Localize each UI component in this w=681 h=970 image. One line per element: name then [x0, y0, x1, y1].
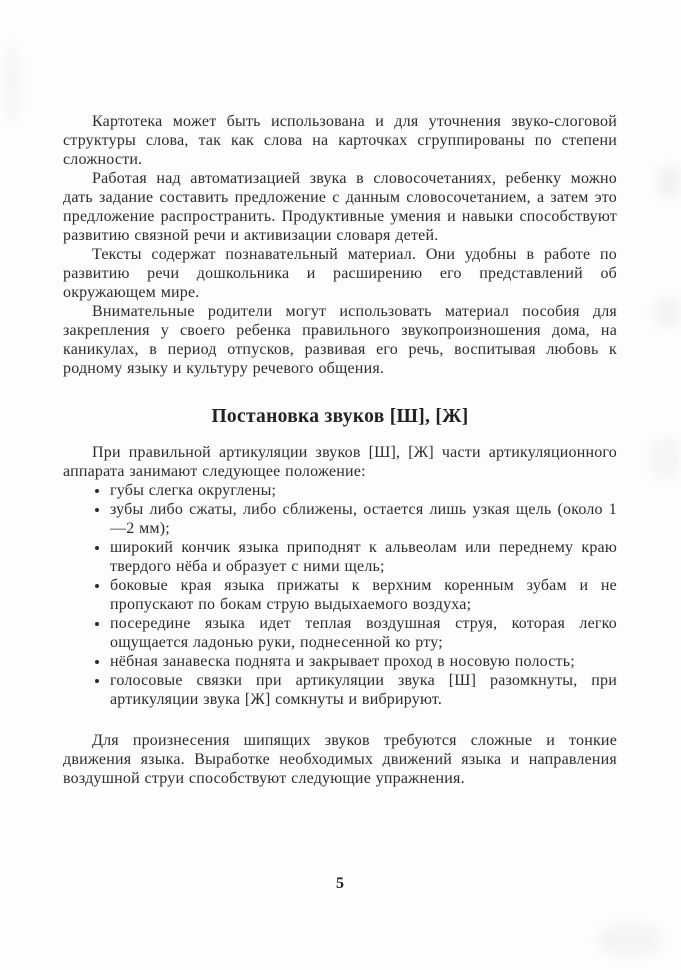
articulation-list	[63, 481, 617, 709]
list-item-teeth: • зубы либо сжаты, либо сближены, остается лишь узкая щель (около 1—2 мм);	[110, 500, 617, 538]
list-item-velum: • нёбная занавеска поднята и закрывает проход в носовую полость;	[110, 652, 617, 671]
list-item-vocal-cords: • голосовые связки при артикуляции звука [Ш] разомкнуты, при артикуляции звука [Ж] сомкнуты и вибрируют.	[110, 671, 617, 709]
list-item-tongue-tip: • широкий кончик языка приподнят к альвеолам или переднему краю твердого нёба и образует с ними щель;	[110, 538, 617, 576]
section-title: Постановка звуков [Ш], [Ж]	[211, 406, 469, 427]
intro-paragraph-1: Картотека может быть использована и для уточнения звуко-слоговой структуры слова, так как слова на карточках сгруппированы по степени сложности.	[63, 113, 617, 168]
page-number: 5	[336, 875, 344, 892]
section-lead-paragraph: При правильной артикуляции звуков [Ш], [Ж] части артикуляционного аппарата занимают следующее положение:	[63, 444, 617, 480]
list-item-tongue-sides: • боковые края языка прижаты к верхним коренным зубам и не пропускают по бокам струю выдыхаемого воздуха;	[110, 576, 617, 614]
scan-artifact	[654, 298, 681, 328]
intro-paragraph-2: Работая над автоматизацией звука в словосочетаниях, ребенку можно дать задание составить предложение с данным словосочетанием, а затем это предложение распространить. Продуктивные умения и навыки способствуют развитию связной речи и активизации словаря детей.	[63, 170, 617, 244]
closing-paragraph: Для произнесения шипящих звуков требуются сложные и тонкие движения языка. Выработке необходимых движений языка и направления воздушной струи способствуют следующие упражнения.	[63, 732, 617, 787]
list-item-lips: • губы слегка округлены;	[110, 481, 617, 500]
scan-artifact	[657, 166, 681, 198]
intro-paragraph-4: Внимательные родители могут использовать материал пособия для закрепления у своего ребенка правильного звукопроизношения дома, на каникулах, в период отпусков, развивая его речь, воспитывая любовь к родному языку и культуру речевого общения.	[63, 303, 617, 377]
scan-artifact	[598, 924, 660, 956]
scan-artifact	[651, 438, 681, 480]
page-content	[63, 112, 617, 788]
list-item-air-stream: • посередине языка идет теплая воздушная струя, которая легко ощущается ладонью руки, поднесенной ко рту;	[110, 614, 617, 652]
scan-artifact	[6, 45, 18, 120]
intro-paragraph-3: Тексты содержат познавательный материал. Они удобны в работе по развитию речи дошкольника и расширению его представлений об окружающем мире.	[63, 246, 617, 301]
